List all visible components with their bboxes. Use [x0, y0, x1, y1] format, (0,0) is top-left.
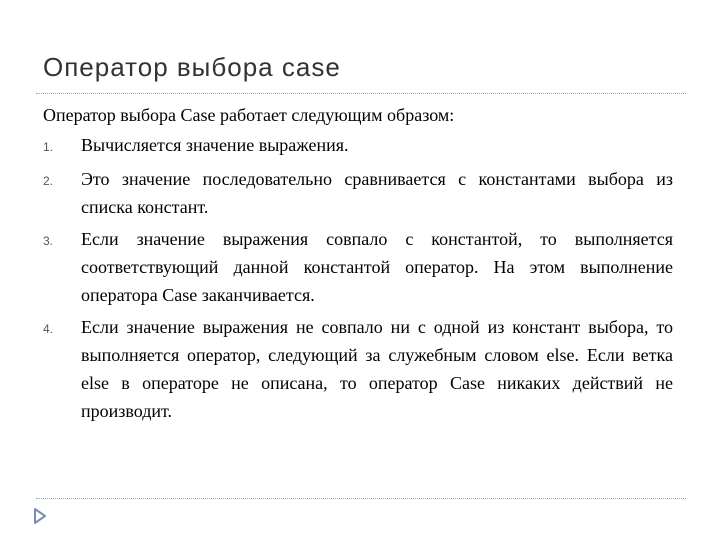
item-text: Вычисляется значение выражения.	[81, 135, 349, 155]
item-text: Если значение выражения не совпало ни с одной из констант выбора, то выполняется оператор, следующий за служебным словом else. Если ветка else в операторе не описана, то оператор Case никаких действий не производит.	[81, 317, 673, 421]
list-item	[43, 313, 673, 425]
list-item	[43, 165, 673, 221]
list-item	[43, 131, 673, 161]
slide-body	[43, 101, 673, 429]
item-number: 3.	[43, 234, 54, 248]
footer-divider	[36, 498, 686, 499]
item-number: 4.	[43, 322, 54, 336]
item-number: 2.	[43, 174, 54, 188]
steps-list	[43, 131, 673, 425]
item-text: Это значение последовательно сравнивается с константами выбора из списка констант.	[81, 169, 673, 217]
title-divider	[36, 93, 686, 94]
item-text: Если значение выражения совпало с константой, то выполняется соответствующий данной константой оператор. На этом выполнение оператора Case заканчивается.	[81, 229, 673, 305]
list-item	[43, 225, 673, 309]
item-number: 1.	[43, 140, 54, 154]
slide-title: Оператор выбора case	[43, 52, 341, 82]
triangle-right-icon[interactable]	[33, 508, 47, 524]
intro-text: Оператор выбора Case работает следующим образом:	[43, 105, 455, 125]
